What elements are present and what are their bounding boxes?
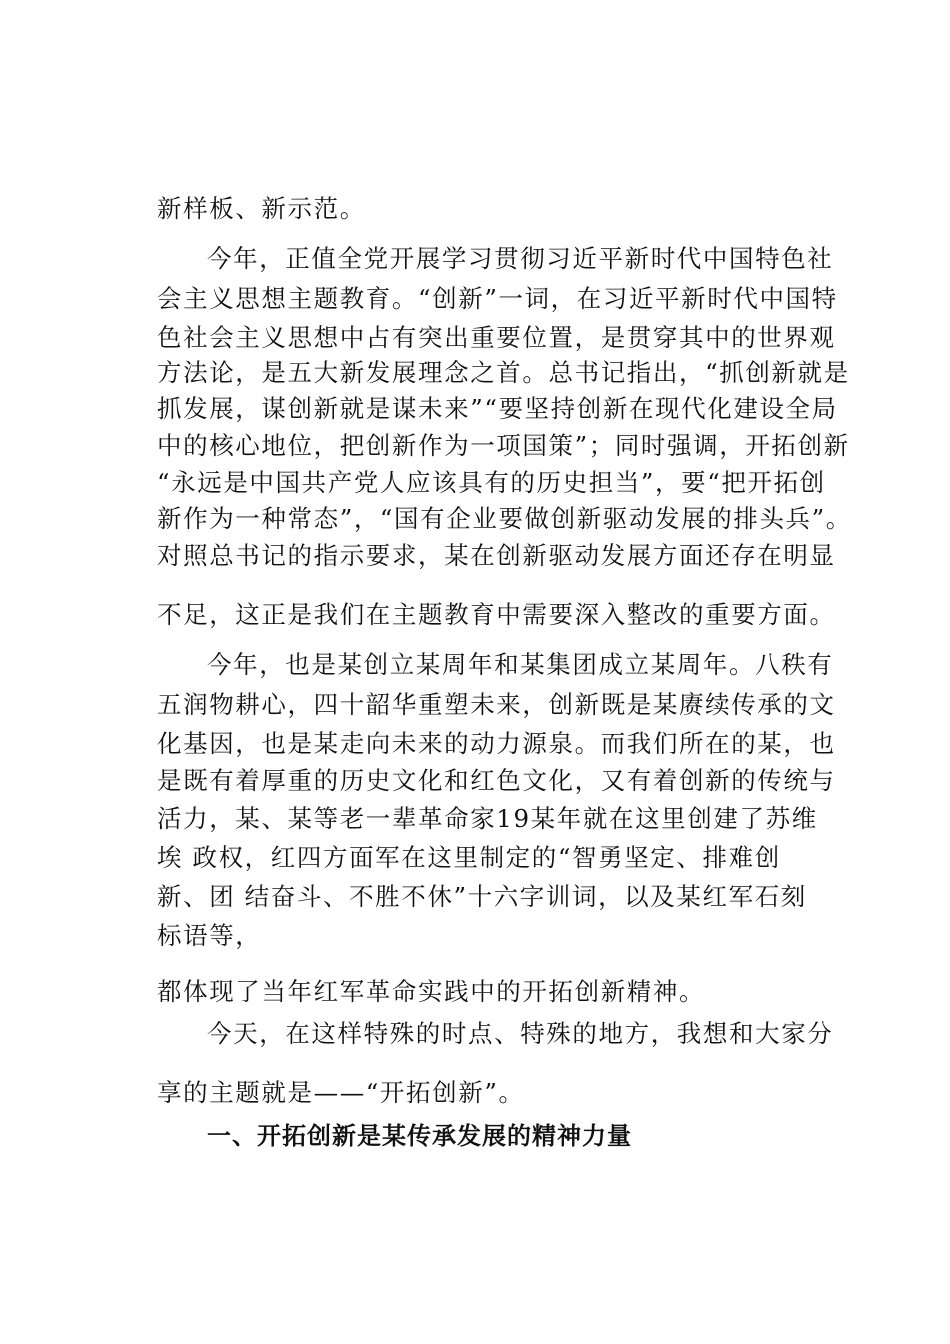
text-line: 今天，在这样特殊的时点、特殊的地方，我想和大家分	[207, 1019, 834, 1048]
text-line: 抓发展，谋创新就是谋未来”“要坚持创新在现代化建设全局	[157, 394, 838, 423]
text-line: 享的主题就是——“开拓创新”。	[157, 1078, 525, 1107]
text-line: “永远是中国共产党人应该具有的历史担当”，要“把开拓创	[157, 468, 826, 497]
text-line: 今年，正值全党开展学习贯彻习近平新时代中国特色社	[207, 244, 834, 273]
text-line: 方法论，是五大新发展理念之首。总书记指出，“抓创新就是	[157, 358, 850, 387]
text-line: 新样板、新示范。	[157, 194, 366, 223]
text-line: 不足，这正是我们在主题教育中需要深入整改的重要方面。	[157, 600, 836, 629]
text-line: 对照总书记的指示要求，某在创新驱动发展方面还存在明显	[157, 541, 836, 570]
text-line: 活力，某、某等老一辈革命家19某年就在这里创建了苏维	[157, 804, 818, 833]
text-line: 标语等，	[157, 921, 262, 950]
text-line: 新作为一种常态”，“国有企业要做创新驱动发展的排头兵”。	[157, 504, 852, 533]
section-heading: 一、开拓创新是某传承发展的精神力量	[207, 1122, 632, 1150]
text-line: 新、团 结奋斗、不胜不休”十六字训词，以及某红军石刻	[157, 882, 807, 911]
text-line: 中的核心地位，把创新作为一项国策”；同时强调，开拓创新	[157, 431, 850, 460]
text-line: 色社会主义思想中占有突出重要位置，是贯穿其中的世界观	[157, 323, 836, 352]
text-line: 都体现了当年红军革命实践中的开拓创新精神。	[157, 977, 706, 1006]
text-line: 是既有着厚重的历史文化和红色文化，又有着创新的传统与	[157, 766, 836, 795]
text-line: 化基因，也是某走向未来的动力源泉。而我们所在的某，也	[157, 729, 836, 758]
text-line: 今年，也是某创立某周年和某集团成立某周年。八秩有	[207, 650, 834, 679]
text-line: 埃 政权，红四方面军在这里制定的“智勇坚定、排难创	[157, 843, 781, 872]
text-line: 五润物耕心，四十韶华重塑未来，创新既是某赓续传承的文	[157, 690, 836, 719]
text-line: 会主义思想主题教育。“创新”一词，在习近平新时代中国特	[157, 284, 838, 313]
